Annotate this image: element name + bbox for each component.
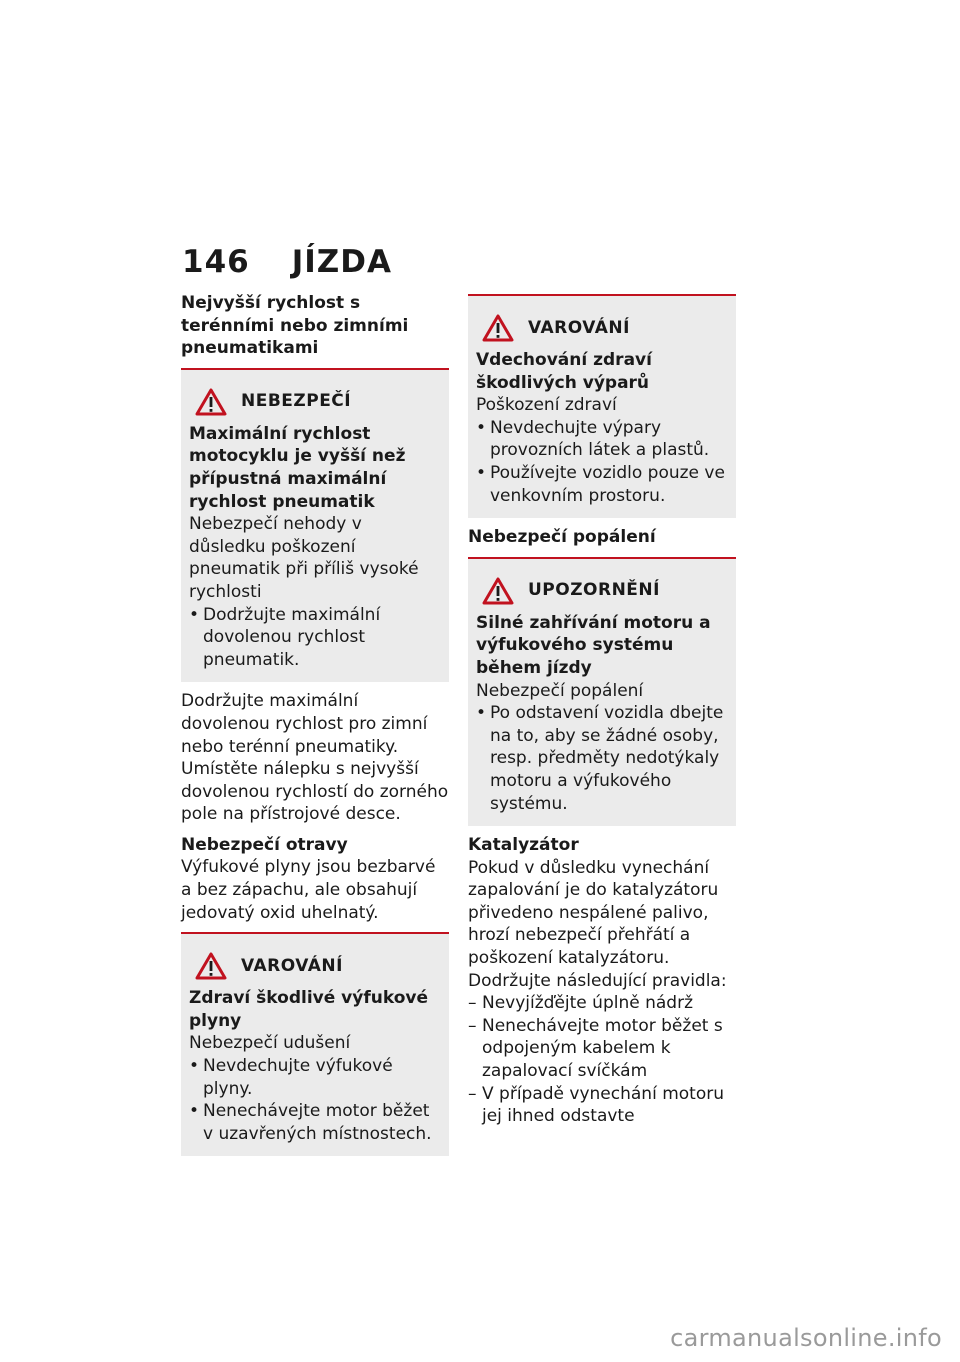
warning-bullet: • Nevdechujte výpary provozních látek a plastů. <box>476 417 728 462</box>
speed-paragraph-1: Dodržujte maximální dovolenou rychlost pro zimní nebo terénní pneumatiky. <box>181 691 428 757</box>
burn-heading: Nebezpečí popálení <box>468 527 656 548</box>
caution-box-header <box>482 577 728 605</box>
caution-bullet: • Po odstavení vozidla dbejte na to, aby se žádné osoby, resp. předměty nedotýkaly motoru a výfukového systému. <box>476 702 728 815</box>
danger-box-header <box>195 388 441 416</box>
rule-item: – Nevyjížďějte úplně nádrž <box>468 992 736 1015</box>
warning-box <box>468 296 736 518</box>
rules-intro: Dodržujte následující pravidla: <box>468 970 727 991</box>
warning-text: Poškození zdraví <box>476 395 617 416</box>
danger-bullet: • Dodržujte maximální dovolenou rychlost pneumatik. <box>189 604 441 672</box>
warning-triangle-icon <box>482 577 514 605</box>
speed-heading: Nejvyšší rychlost s terénními nebo zimními pneumatikami <box>181 293 409 359</box>
warning-title: Zdraví škodlivé výfukové plyny <box>189 988 428 1031</box>
warning-triangle-icon <box>195 952 227 980</box>
poison-heading: Nebezpečí otravy <box>181 834 348 855</box>
section-title: JÍZDA <box>291 244 392 280</box>
page-header <box>182 244 392 280</box>
caution-title: Silné zahřívání motoru a výfukového systému během jízdy <box>476 612 711 678</box>
watermark: carmanualsonline.info <box>670 1324 942 1352</box>
danger-text: Nebezpečí nehody v důsledku poškození pneumatik při příliš vysoké rychlosti <box>189 514 419 602</box>
warning-bullet: • Nenechávejte motor běžet v uzavřených místnostech. <box>189 1100 441 1145</box>
rule-item: – Nenechávejte motor běžet s odpojeným kabelem k zapalovací svíčkám <box>468 1015 736 1083</box>
warning-triangle-icon <box>195 388 227 416</box>
danger-label: NEBEZPEČÍ <box>241 391 352 412</box>
caution-box <box>468 559 736 826</box>
warning-bullet: • Nevdechujte výfukové plyny. <box>189 1055 441 1100</box>
warning-text: Nebezpečí udušení <box>189 1033 351 1054</box>
caution-label: UPOZORNĚNÍ <box>528 580 660 601</box>
rule-item: – V případě vynechání motoru jej ihned odstavte <box>468 1083 736 1128</box>
warning-bullet: • Používejte vozidlo pouze ve venkovním prostoru. <box>476 462 728 507</box>
right-column <box>468 294 736 1128</box>
danger-box <box>181 370 449 683</box>
catalyst-heading: Katalyzátor <box>468 835 579 856</box>
warning-title: Vdechování zdraví škodlivých výparů <box>476 350 652 393</box>
left-column <box>181 292 449 1156</box>
caution-text: Nebezpečí popálení <box>476 680 644 701</box>
warning-box <box>181 934 449 1156</box>
warning-label: VAROVÁNÍ <box>528 317 630 338</box>
warning-box-header <box>195 952 441 980</box>
warning-triangle-icon <box>482 314 514 342</box>
catalyst-text: Pokud v důsledku vynechání zapalování je do katalyzátoru přivedeno nespálené palivo, hrozí nebezpečí přehřátí a poškození katalyzátoru. <box>468 857 719 969</box>
warning-box-header <box>482 314 728 342</box>
page-number: 146 <box>182 244 250 280</box>
warning-label: VAROVÁNÍ <box>241 955 343 976</box>
speed-paragraph-2: Umístěte nálepku s nejvyšší dovolenou rychlostí do zorného pole na přístrojové desce. <box>181 759 449 825</box>
poison-text: Výfukové plyny jsou bezbarvé a bez zápachu, ale obsahují jedovatý oxid uhelnatý. <box>181 857 436 923</box>
danger-title: Maximální rychlost motocyklu je vyšší než přípustná maximální rychlost pneumatik <box>189 423 406 512</box>
